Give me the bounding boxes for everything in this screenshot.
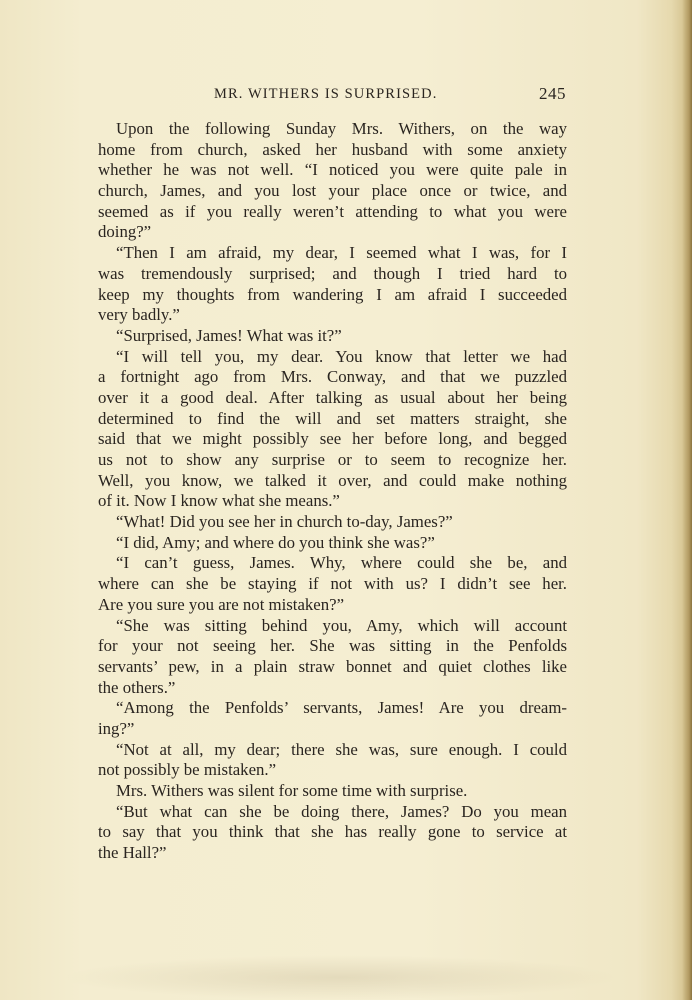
text-line: ing?” xyxy=(98,718,135,738)
text-line: “What! Did you see her in church to-day, James?” xyxy=(116,512,453,532)
text-line: Are you sure you are not mistaken?” xyxy=(98,594,345,614)
text-line: home from church, asked her husband with some anxiety xyxy=(98,139,567,159)
text-line: of it. Now I know what she means.” xyxy=(98,491,340,511)
text-line: “I can’t guess, James. Why, where could she be, and xyxy=(116,553,567,573)
body-text xyxy=(98,119,567,864)
text-line: “Surprised, James! What was it?” xyxy=(116,325,342,345)
page-number: 245 xyxy=(539,84,566,103)
text-line: where can she be staying if not with us? I didn’t see her. xyxy=(98,574,567,594)
text-line: church, James, and you lost your place once or twice, and xyxy=(98,181,567,201)
text-line: for your not seeing her. She was sitting in the Penfolds xyxy=(98,636,567,656)
page-header xyxy=(98,84,566,108)
text-line: us not to show any surprise or to seem to recognize her. xyxy=(98,450,567,469)
text-line: Mrs. Withers was silent for some time with surprise. xyxy=(116,781,468,800)
text-line: “I will tell you, my dear. You know that letter we had xyxy=(116,346,567,366)
text-line: seemed as if you really weren’t attending to what you were xyxy=(98,201,567,221)
text-line: said that we might possibly see her before long, and begged xyxy=(98,429,567,449)
text-line: doing?” xyxy=(98,222,152,242)
text-line: “I did, Amy; and where do you think she was?” xyxy=(116,532,435,552)
text-line: the Hall?” xyxy=(98,843,167,863)
text-line: “Then I am afraid, my dear, I seemed what I was, for I xyxy=(116,243,567,263)
text-line: the others.” xyxy=(98,677,176,697)
text-line: servants’ pew, in a plain straw bonnet and quiet clothes like xyxy=(98,656,567,676)
text-line: Upon the following Sunday Mrs. Withers, on the way xyxy=(116,119,567,138)
text-line: Well, you know, we talked it over, and could make nothing xyxy=(98,470,567,490)
text-line: whether he was not well. “I noticed you were quite pale in xyxy=(98,160,567,180)
page-edge-shadow xyxy=(682,0,692,1000)
text-line: to say that you think that she has really gone to service at xyxy=(98,822,567,842)
text-line: over it a good deal. After talking as usual about her being xyxy=(98,387,567,407)
text-line: “Not at all, my dear; there she was, sure enough. I could xyxy=(116,739,567,759)
text-line: not possibly be mistaken.” xyxy=(98,760,277,780)
text-line: “She was sitting behind you, Amy, which will account xyxy=(116,615,567,635)
text-line: was tremendously surprised; and though I tried hard to xyxy=(98,263,567,283)
text-line: a fortnight ago from Mrs. Conway, and that we puzzled xyxy=(98,367,567,387)
text-line: determined to find the will and set matters straight, she xyxy=(98,408,567,428)
text-line: keep my thoughts from wandering I am afraid I succeeded xyxy=(98,284,567,304)
text-line: “But what can she be doing there, James? Do you mean xyxy=(116,801,567,821)
text-line: “Among the Penfolds’ servants, James! Are you dream- xyxy=(116,698,567,718)
text-line: very badly.” xyxy=(98,305,180,325)
page-smudge xyxy=(60,955,620,1000)
running-head: MR. WITHERS IS SURPRISED. xyxy=(214,86,438,102)
